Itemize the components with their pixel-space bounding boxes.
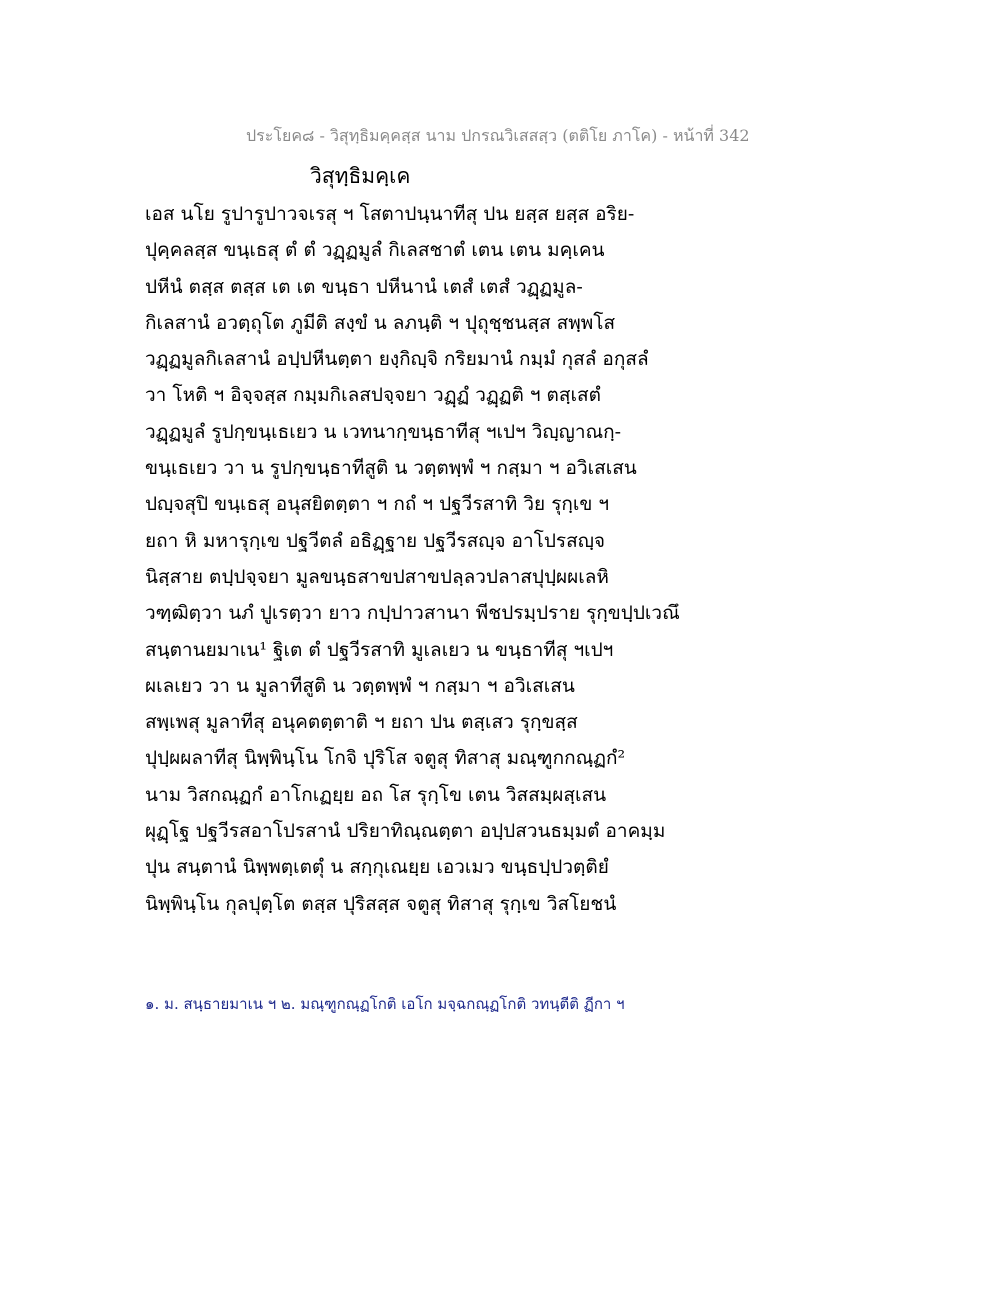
body-text	[145, 196, 705, 922]
text-line: ปุปฺผผลาทีสุ นิพฺพินฺโน โกจิ ปุริโส จตูสุ ทิสาสุ มณฺฑูกกณฺฏกํ²	[145, 747, 626, 770]
text-line: ยถา หิ มหารุกฺเข ปฐวีตลํ อธิฏฺฐาย ปฐวีรสญฺจ อาโปรสญฺจ	[145, 529, 606, 552]
text-line: ผเลเยว วา น มูลาทีสูติ น วตฺตพฺพํ ฯ กสฺมา ฯ อวิเสเสน	[145, 674, 575, 697]
text-line: ปุคฺคลสฺส ขนฺเธสุ ตํ ตํ วฏฺฏมูลํ กิเลสชาตํ เตน เตน มคฺเคน	[145, 239, 605, 262]
text-line: สพฺเพสุ มูลาทีสุ อนุคตตฺตาติ ฯ ยถา ปน ตสฺเสว รุกฺขสฺส	[145, 711, 578, 734]
text-line: วฏฺฏมูลกิเลสานํ อปฺปหีนตฺตา ยงฺกิญฺจิ กริยมานํ กมฺมํ กุสลํ อกุสลํ	[145, 348, 649, 371]
text-line: นิสฺสาย ตปฺปจฺจยา มูลขนฺธสาขปสาขปลฺลวปลาสปุปฺผผเลหิ	[145, 565, 609, 588]
text-line: กิเลสานํ อวตฺถุโต ภูมีติ สงฺขํ น ลภนฺติ ฯ ปุถุชฺชนสฺส สพฺพโส	[145, 311, 616, 334]
text-line: วฑฺฒิตฺวา นภํ ปูเรตฺวา ยาว กปฺปาวสานา พีชปรมฺปราย รุกฺขปฺปเวณึ	[145, 602, 680, 625]
text-line: ปุน สนฺตานํ นิพฺพตฺเตตุํ น สกฺกุเณยฺย เอวเมว ขนฺธปฺปวตฺติยํ	[145, 856, 609, 879]
section-title: วิสุทฺธิมคฺเค	[310, 164, 411, 188]
text-line: เอส นโย รูปารูปาวจเรสุ ฯ โสตาปนฺนาทีสุ ปน ยสฺส ยสฺส อริย-	[145, 203, 635, 225]
text-line: ผุฏฺโฐ ปฐวีรสอาโปรสานํ ปริยาทิณฺณตฺตา อปฺปสวนธมฺมตํ อาคมฺม	[145, 820, 666, 843]
text-line: ขนฺเธเยว วา น รูปกฺขนฺธาทีสูติ น วตฺตพฺพํ ฯ กสฺมา ฯ อวิเสเสน	[145, 457, 637, 480]
footnote: ๑. ม. สนฺธายมาเน ฯ ๒. มณฺฑูกณฺฏโกติ เอโก มจฺฉกณฺฏโกติ วทนฺตีติ ฏีกา ฯ	[145, 995, 625, 1013]
running-header: ประโยค๘ - วิสุทฺธิมคฺคสฺส นาม ปกรณวิเสสสฺว (ตติโย ภาโค) - หน้าที่ 342	[246, 126, 750, 145]
text-line: ปหีนํ ตสฺส ตสฺส เต เต ขนฺธา ปหีนานํ เตสํ เตสํ วฏฺฏมูล-	[145, 275, 583, 298]
text-line: นาม วิสกณฺฏกํ อาโกเฏยฺย อถ โส รุกฺโข เตน วิสสมฺผสฺเสน	[145, 783, 607, 806]
text-line: ปญฺจสุปิ ขนฺเธสุ อนุสยิตตฺตา ฯ กถํ ฯ ปฐวีรสาทิ วิย รุกฺเข ฯ	[145, 493, 610, 516]
text-line: สนฺตานยมาเน¹ ฐิเต ตํ ปฐวีรสาทิ มูเลเยว น ขนฺธาทีสุ ฯเปฯ	[145, 638, 614, 661]
text-line: วฏฺฏมูลํ รูปกฺขนฺเธเยว น เวทนากฺขนฺธาทีสุ ฯเปฯ วิญฺญาณกฺ-	[145, 420, 622, 443]
text-line: นิพฺพินฺโน กุลปุตฺโต ตสฺส ปุริสสฺส จตูสุ ทิสาสุ รุกฺเข วิสโยชนํ	[145, 892, 617, 915]
text-line: วา โหติ ฯ อิจฺจสฺส กมฺมกิเลสปจฺจยา วฏฺฏํ วฏฺฏติ ฯ ตสฺเสตํ	[145, 384, 601, 407]
